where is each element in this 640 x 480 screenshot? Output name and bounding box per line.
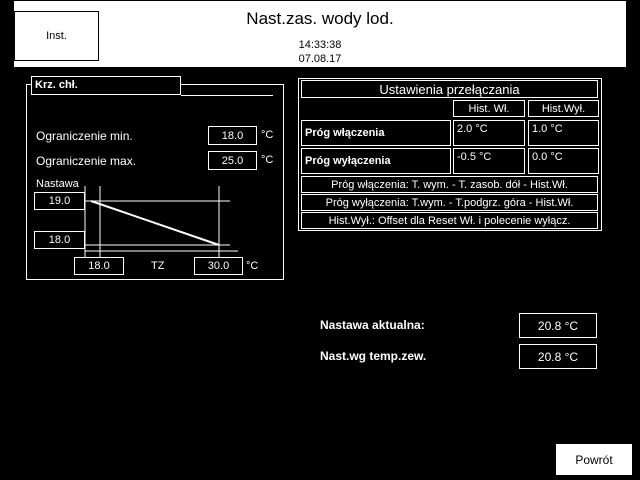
row-label-switch-off-threshold: Próg wyłączenia	[301, 148, 451, 174]
switching-note-hist: Hist.Wył.: Offset dla Reset Wł. i polecenie wyłącz.	[301, 212, 598, 229]
max-limit-field[interactable]: 25.0	[208, 151, 257, 170]
clock-date: 07.08.17	[298, 53, 342, 65]
krz-title-divider	[181, 95, 273, 96]
y-high-field[interactable]: 19.0	[34, 192, 85, 210]
switching-note-on: Próg włączenia: T. wym. - T. zasob. dół - Hist.Wł.	[301, 176, 598, 193]
actual-setpoint-value: 20.8 °C	[519, 313, 597, 338]
x-high-unit: °C	[246, 260, 259, 272]
outdoor-setpoint-value: 20.8 °C	[519, 344, 597, 369]
krz-panel-title: Krz. chł.	[31, 76, 181, 95]
switch-off-hist-on-field[interactable]: -0.5 °C	[453, 148, 525, 174]
back-button[interactable]: Powrót	[556, 444, 632, 475]
row-label-switch-on-threshold: Próg włączenia	[301, 120, 451, 146]
actual-setpoint-label: Nastawa aktualna:	[320, 318, 425, 332]
col-header-hist-off: Hist.Wył.	[528, 100, 599, 117]
x-low-field[interactable]: 18.0	[74, 257, 124, 275]
switching-note-off: Próg wyłączenia: T.wym. - T.podgrz. góra - Hist.Wł.	[301, 194, 598, 211]
clock-time: 14:33:38	[298, 39, 342, 51]
switching-settings-title: Ustawienia przełączania	[301, 80, 598, 98]
page-title: Nast.zas. wody lod.	[246, 9, 394, 28]
max-limit-unit: °C	[261, 154, 274, 166]
max-limit-label: Ograniczenie max.	[36, 154, 137, 168]
y-low-field[interactable]: 18.0	[34, 231, 85, 249]
x-high-field[interactable]: 30.0	[194, 257, 243, 275]
nastawa-label: Nastawa	[36, 178, 79, 190]
switch-on-hist-off-field[interactable]: 1.0 °C	[528, 120, 599, 146]
header-bar	[14, 1, 626, 67]
inst-button[interactable]: Inst.	[14, 11, 99, 61]
switch-off-hist-off-field[interactable]: 0.0 °C	[528, 148, 599, 174]
outdoor-setpoint-label: Nast.wg temp.zew.	[320, 349, 427, 363]
min-limit-unit: °C	[261, 129, 274, 141]
switch-on-hist-on-field[interactable]: 2.0 °C	[453, 120, 525, 146]
col-header-hist-on: Hist. Wł.	[453, 100, 525, 117]
x-axis-label: TZ	[151, 260, 165, 272]
min-limit-label: Ograniczenie min.	[36, 129, 133, 143]
min-limit-field[interactable]: 18.0	[208, 126, 257, 145]
